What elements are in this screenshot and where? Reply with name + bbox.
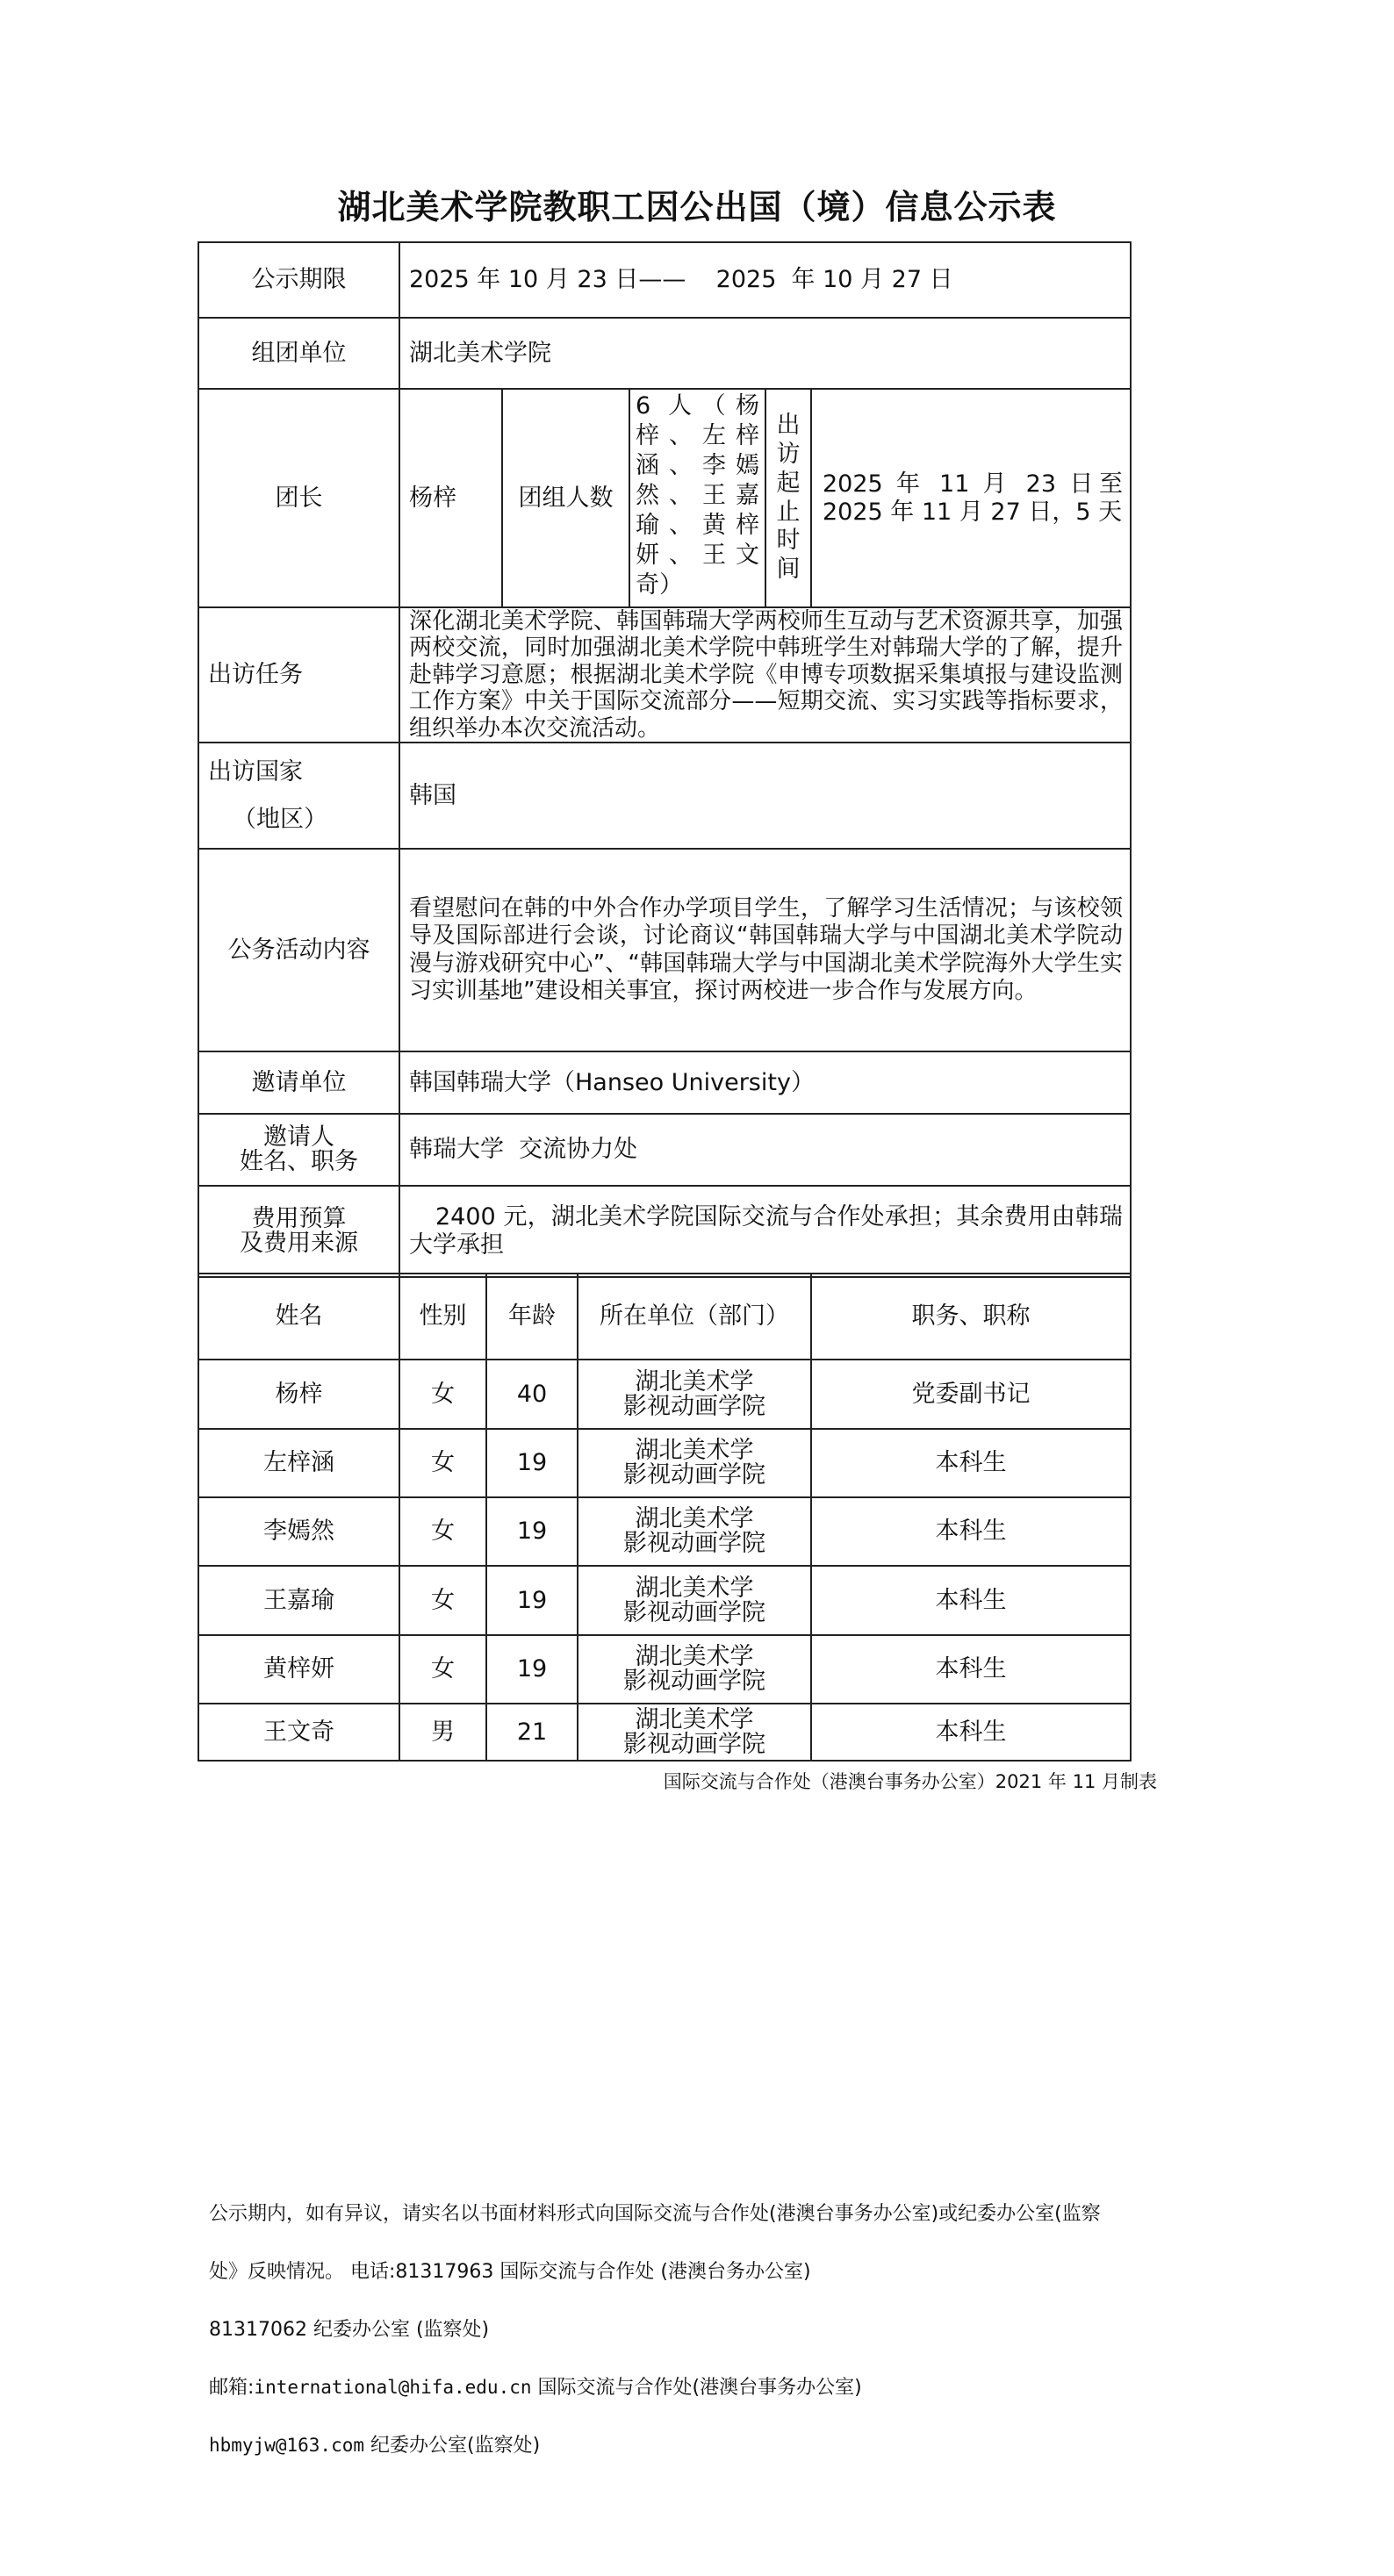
members-table bbox=[198, 1273, 1132, 1762]
footer-email-line2: hbmyjw@163.com 纪委办公室(监察处) bbox=[209, 2435, 541, 2457]
row-inviter-person bbox=[198, 1114, 1131, 1186]
member-name: 李嫣然 bbox=[198, 1497, 399, 1566]
footer-phone-line: 81317062 纪委办公室 (监察处) bbox=[209, 2319, 490, 2341]
member-name: 左梓涵 bbox=[198, 1429, 399, 1497]
member-title: 党委副书记 bbox=[811, 1360, 1131, 1429]
member-unit: 湖北美术学 影视动画学院 bbox=[578, 1566, 811, 1635]
row-inviter-org bbox=[198, 1051, 1131, 1114]
member-title: 本科生 bbox=[811, 1497, 1131, 1566]
member-age: 19 bbox=[486, 1635, 578, 1704]
footer-objection-line1: 公示期内，如有异议，请实名以书面材料形式向国际交流与合作处(港澳台事务办公室)或纪委办公室(监察 bbox=[209, 2203, 1101, 2225]
member-gender: 女 bbox=[399, 1497, 486, 1566]
email-jiwei-link[interactable]: hbmyjw@163.com bbox=[209, 2435, 365, 2456]
period-value: 2025 年 10 月 23 日—— 2025 年 10 月 27 日 bbox=[399, 242, 1131, 318]
member-row bbox=[198, 1704, 1131, 1761]
member-title: 本科生 bbox=[811, 1429, 1131, 1497]
country-value: 韩国 bbox=[399, 743, 1131, 849]
member-gender: 女 bbox=[399, 1566, 486, 1635]
inviter-org-value: 韩国韩瑞大学（Hanseo University） bbox=[399, 1051, 1131, 1114]
member-title: 本科生 bbox=[811, 1704, 1131, 1761]
member-unit: 湖北美术学 影视动画学院 bbox=[578, 1635, 811, 1704]
member-row bbox=[198, 1497, 1131, 1566]
member-row bbox=[198, 1360, 1131, 1429]
member-age: 40 bbox=[486, 1360, 578, 1429]
member-name: 王嘉瑜 bbox=[198, 1566, 399, 1635]
footer-email-line1: 邮箱:international@hifa.edu.cn 国际交流与合作处(港澳台事务办公室) bbox=[209, 2377, 862, 2399]
trip-time-label: 出 访 起 止 时 间 bbox=[765, 389, 811, 607]
member-name: 杨梓 bbox=[198, 1360, 399, 1429]
budget-label: 费用预算 及费用来源 bbox=[198, 1186, 399, 1277]
member-age: 19 bbox=[486, 1566, 578, 1635]
member-gender: 女 bbox=[399, 1429, 486, 1497]
member-row bbox=[198, 1635, 1131, 1704]
member-row bbox=[198, 1566, 1131, 1635]
period-label: 公示期限 bbox=[198, 242, 399, 318]
row-mission bbox=[198, 607, 1131, 743]
row-leader bbox=[198, 389, 1131, 607]
organizer-value: 湖北美术学院 bbox=[399, 318, 1131, 389]
leader-value: 杨梓 bbox=[399, 389, 502, 607]
row-organizer bbox=[198, 318, 1131, 389]
info-table bbox=[198, 241, 1132, 1278]
header-title: 职务、职称 bbox=[811, 1274, 1131, 1360]
member-unit: 湖北美术学 影视动画学院 bbox=[578, 1360, 811, 1429]
inviter-person-label: 邀请人 姓名、职务 bbox=[198, 1114, 399, 1186]
member-age: 19 bbox=[486, 1429, 578, 1497]
leader-label: 团长 bbox=[198, 389, 399, 607]
row-budget bbox=[198, 1186, 1131, 1277]
member-age: 21 bbox=[486, 1704, 578, 1761]
document-title: 湖北美术学院教职工因公出国（境）信息公示表 bbox=[337, 188, 1057, 226]
member-name: 王文奇 bbox=[198, 1704, 399, 1761]
member-name: 黄梓妍 bbox=[198, 1635, 399, 1704]
row-period bbox=[198, 242, 1131, 318]
members-header-row bbox=[198, 1274, 1131, 1360]
inviter-person-value: 韩瑞大学 交流协力处 bbox=[399, 1114, 1131, 1186]
budget-value: 2400 元，湖北美术学院国际交流与合作处承担；其余费用由韩瑞大学承担 bbox=[399, 1186, 1131, 1277]
member-gender: 女 bbox=[399, 1360, 486, 1429]
member-unit: 湖北美术学 影视动画学院 bbox=[578, 1704, 811, 1761]
activities-value: 看望慰问在韩的中外合作办学项目学生，了解学习生活情况；与该校领导及国际部进行会谈，讨论商议“韩国韩瑞大学与中国湖北美术学院动漫与游戏研究中心”、“韩国韩瑞大学与中国湖北美术学院海外大学生实习实训基地”建设相关事宜，探讨两校进一步合作与发展方向。 bbox=[399, 849, 1131, 1051]
group-size-value: 6 人（杨梓、左梓涵、李嫣然、王嘉瑜、黄梓妍、王文奇） bbox=[629, 389, 765, 607]
member-unit: 湖北美术学 影视动画学院 bbox=[578, 1429, 811, 1497]
row-activities bbox=[198, 849, 1131, 1051]
member-title: 本科生 bbox=[811, 1635, 1131, 1704]
organizer-label: 组团单位 bbox=[198, 318, 399, 389]
header-gender: 性别 bbox=[399, 1274, 486, 1360]
header-age: 年龄 bbox=[486, 1274, 578, 1360]
mission-label: 出访任务 bbox=[198, 607, 399, 743]
member-title: 本科生 bbox=[811, 1566, 1131, 1635]
inviter-org-label: 邀请单位 bbox=[198, 1051, 399, 1114]
header-name: 姓名 bbox=[198, 1274, 399, 1360]
made-by-note: 国际交流与合作处（港澳台事务办公室）2021 年 11 月制表 bbox=[663, 1771, 1157, 1792]
group-size-label: 团组人数 bbox=[502, 389, 629, 607]
member-gender: 女 bbox=[399, 1635, 486, 1704]
header-unit: 所在单位（部门） bbox=[578, 1274, 811, 1360]
trip-time-value: 2025 年 11 月 23 日至 2025 年 11 月 27 日，5 天 bbox=[811, 389, 1131, 607]
activities-label: 公务活动内容 bbox=[198, 849, 399, 1051]
row-country bbox=[198, 743, 1131, 849]
member-unit: 湖北美术学 影视动画学院 bbox=[578, 1497, 811, 1566]
mission-value: 深化湖北美术学院、韩国韩瑞大学两校师生互动与艺术资源共享，加强两校交流，同时加强湖北美术学院中韩班学生对韩瑞大学的了解，提升赴韩学习意愿；根据湖北美术学院《申博专项数据采集填报与建设监测工作方案》中关于国际交流部分——短期交流、实习实践等指标要求，组织举办本次交流活动。 bbox=[399, 607, 1131, 743]
email-international-link[interactable]: international@hifa.edu.cn bbox=[254, 2377, 532, 2398]
member-row bbox=[198, 1429, 1131, 1497]
country-label: 出访国家 （地区） bbox=[198, 743, 399, 849]
member-age: 19 bbox=[486, 1497, 578, 1566]
member-gender: 男 bbox=[399, 1704, 486, 1761]
footer-objection-line2: 处》反映情况。 电话:81317963 国际交流与合作处 (港澳台务办公室) bbox=[209, 2261, 811, 2283]
